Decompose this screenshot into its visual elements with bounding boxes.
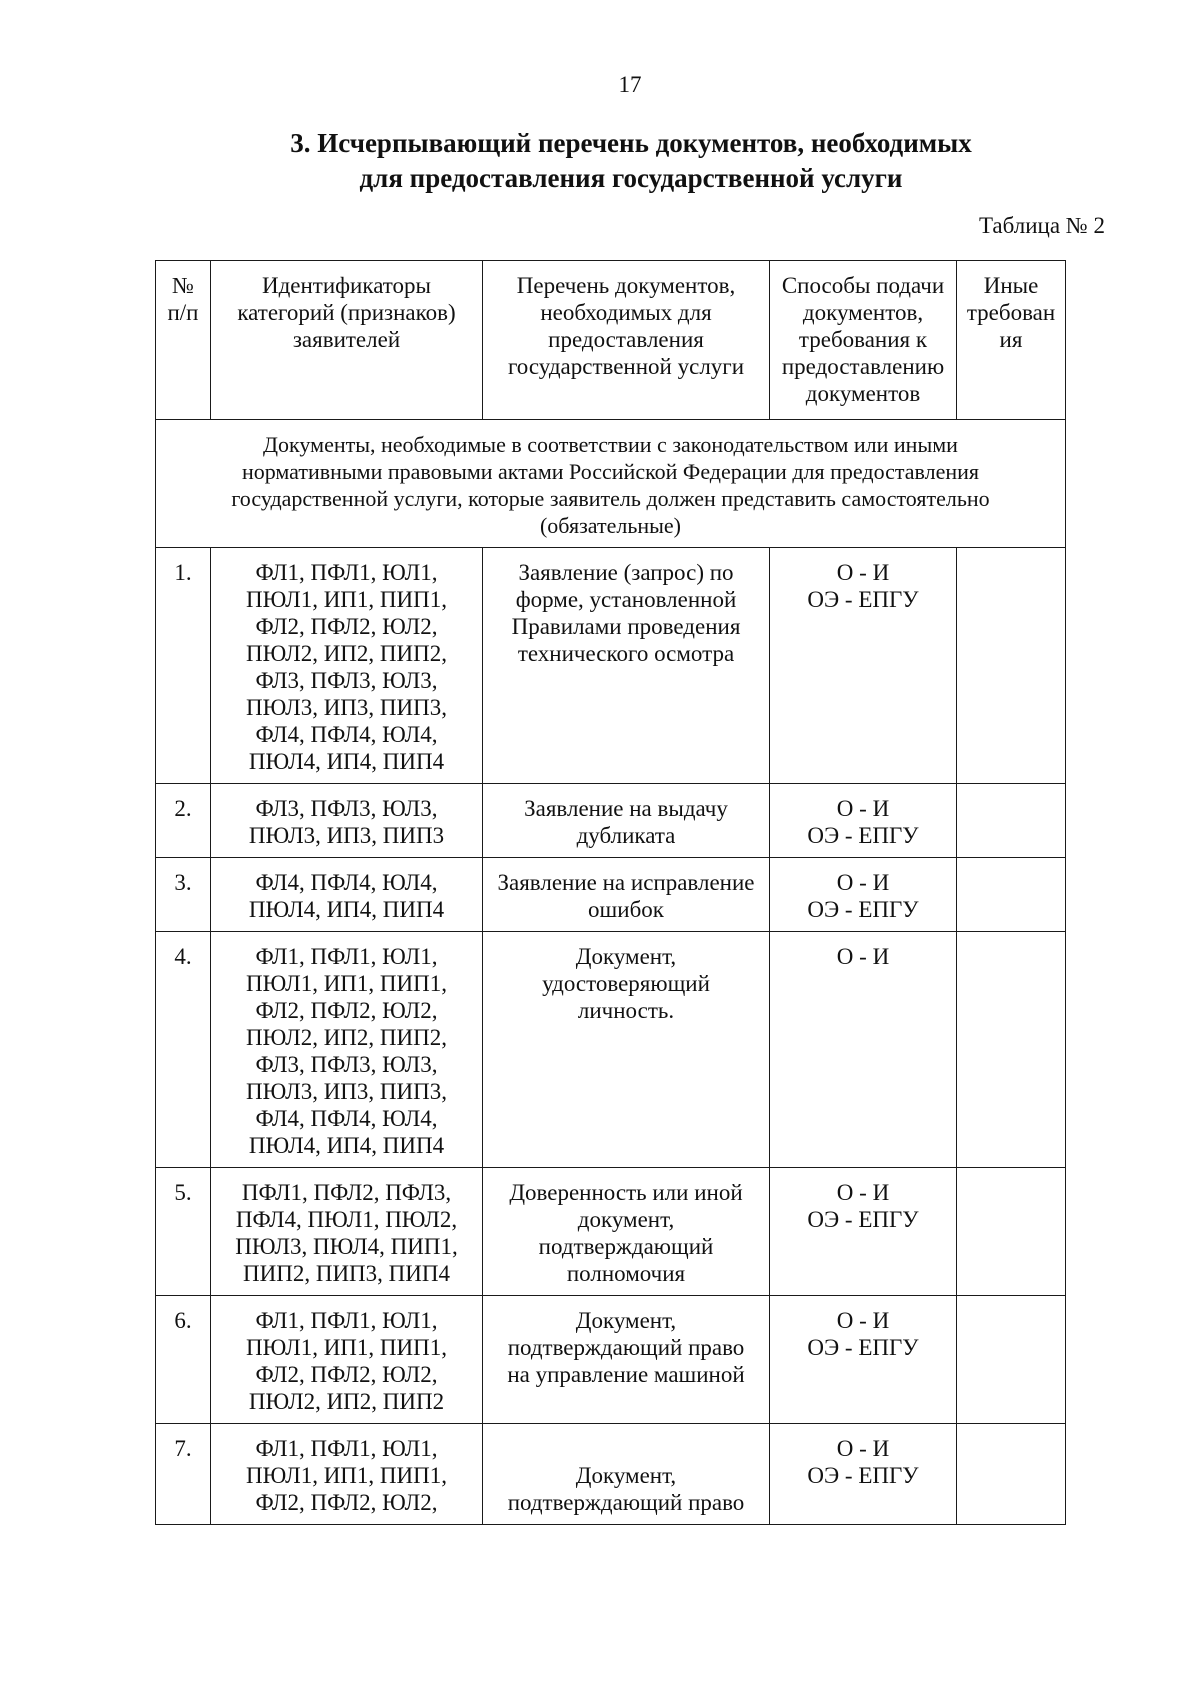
cell-line: О - И: [836, 560, 890, 585]
cell-line: Заявление на исправление: [497, 870, 755, 895]
cell-line: (обязательные): [539, 513, 681, 538]
cell-line: ФЛ2, ПФЛ2, ЮЛ2,: [255, 1362, 438, 1387]
cell-line: ОЭ - ЕПГУ: [807, 897, 919, 922]
applicant-ids-cell: [211, 858, 483, 932]
cell-line: Заявление на выдачу: [524, 796, 728, 821]
header-cell-other-requirements: [957, 261, 1066, 420]
header-cell-submission-methods: [770, 261, 957, 420]
cell-line: Способы подачи: [781, 273, 945, 298]
cell-line: ПЮЛ2, ИП2, ПИП2: [248, 1389, 445, 1414]
cell-line: Идентификаторы: [261, 273, 432, 298]
table-label: Таблица № 2: [978, 213, 1105, 238]
cell-line: ОЭ - ЕПГУ: [807, 587, 919, 612]
other-requirements-cell: [957, 784, 1066, 858]
applicant-ids-cell: [211, 548, 483, 784]
cell-line: личность.: [577, 998, 675, 1023]
cell-line: ФЛ2, ПФЛ2, ЮЛ2,: [255, 998, 438, 1023]
cell-line: ПЮЛ4, ИП4, ПИП4: [248, 749, 445, 774]
cell-line: государственной услуги: [507, 354, 745, 379]
table-row: [156, 858, 1066, 932]
cell-line: ПЮЛ4, ИП4, ПИП4: [248, 897, 445, 922]
cell-line: ПЮЛ2, ИП2, ПИП2,: [245, 1025, 447, 1050]
cell-line: Заявление (запрос) по: [518, 560, 734, 585]
cell-line: ПЮЛ1, ИП1, ПИП1,: [245, 971, 447, 996]
cell-line: ФЛ4, ПФЛ4, ЮЛ4,: [255, 1106, 438, 1131]
row-number: 1.: [174, 560, 192, 585]
cell-line: Правилами проведения: [511, 614, 741, 639]
cell-line: подтверждающий право: [507, 1335, 745, 1360]
cell-line: документов: [805, 381, 921, 406]
cell-line: ОЭ - ЕПГУ: [807, 1463, 919, 1488]
row-number: 3.: [174, 870, 192, 895]
cell-line: О - И: [836, 796, 890, 821]
section-title: [0, 126, 1200, 196]
cell-line: О - И: [836, 944, 890, 969]
row-number-cell: [156, 1296, 211, 1424]
cell-line: ПЮЛ3, ИП3, ПИП3: [248, 823, 445, 848]
cell-line: ПФЛ1, ПФЛ2, ПФЛ3,: [241, 1180, 452, 1205]
cell-line: Документы, необходимые в соответствии с законодательством или иными: [263, 432, 958, 457]
row-number-cell: [156, 784, 211, 858]
submission-methods-cell: [770, 1296, 957, 1424]
submission-methods-cell: [770, 1168, 957, 1296]
document-name-cell: [483, 932, 770, 1168]
cell-line: ПЮЛ3, ИП3, ПИП3,: [245, 695, 447, 720]
header-cell-number: [156, 261, 211, 420]
row-number: 7.: [174, 1436, 192, 1461]
other-requirements-cell: [957, 1424, 1066, 1525]
cell-line: технического осмотра: [517, 641, 735, 666]
document-name-cell: [483, 1296, 770, 1424]
cell-line: предоставлению: [781, 354, 945, 379]
document-name-cell: [483, 548, 770, 784]
cell-line: категорий (признаков): [237, 300, 456, 325]
cell-line: ФЛ2, ПФЛ2, ЮЛ2,: [255, 1490, 438, 1515]
cell-line: дубликата: [576, 823, 676, 848]
submission-methods-cell: [770, 1424, 957, 1525]
table-row: [156, 784, 1066, 858]
cell-line: ОЭ - ЕПГУ: [807, 1207, 919, 1232]
cell-line: ФЛ2, ПФЛ2, ЮЛ2,: [255, 614, 438, 639]
submission-methods-cell: [770, 858, 957, 932]
cell-line: ПФЛ4, ПЮЛ1, ПЮЛ2,: [235, 1207, 458, 1232]
table-row: [156, 1424, 1066, 1525]
document-name-cell: [483, 1168, 770, 1296]
other-requirements-cell: [957, 1168, 1066, 1296]
submission-methods-cell: [770, 932, 957, 1168]
cell-line: форме, установленной: [515, 587, 737, 612]
cell-line: ошибок: [588, 897, 664, 922]
title-line: для предоставления государственной услуги: [359, 163, 903, 193]
header-cell-applicant-ids: [211, 261, 483, 420]
cell-line: ФЛ3, ПФЛ3, ЮЛ3,: [255, 668, 438, 693]
row-number: 5.: [174, 1180, 192, 1205]
cell-line: на управление машиной: [507, 1362, 745, 1387]
cell-line: заявителей: [292, 327, 401, 352]
applicant-ids-cell: [211, 1424, 483, 1525]
section-row: [156, 420, 1066, 548]
cell-line: ПЮЛ1, ИП1, ПИП1,: [245, 587, 447, 612]
applicant-ids-cell: [211, 1296, 483, 1424]
submission-methods-cell: [770, 548, 957, 784]
table-row: [156, 1168, 1066, 1296]
cell-line: подтверждающий: [538, 1234, 714, 1259]
table-row: [156, 548, 1066, 784]
cell-line: О - И: [836, 870, 890, 895]
cell-line: нормативными правовыми актами Российской Федерации для предоставления: [241, 459, 980, 484]
cell-line: №: [172, 273, 194, 298]
cell-line: Перечень документов,: [516, 273, 736, 298]
cell-line: требован: [966, 300, 1056, 325]
cell-line: подтверждающий право: [507, 1490, 745, 1515]
other-requirements-cell: [957, 548, 1066, 784]
cell-line: ФЛ1, ПФЛ1, ЮЛ1,: [255, 944, 438, 969]
cell-line: необходимых для: [540, 300, 712, 325]
cell-line: документов,: [802, 300, 924, 325]
row-number-cell: [156, 1424, 211, 1525]
cell-line: ФЛ3, ПФЛ3, ЮЛ3,: [255, 796, 438, 821]
header-cell-document-list: [483, 261, 770, 420]
documents-table: [155, 260, 1066, 1525]
cell-line: требования к: [798, 327, 928, 352]
cell-line: п/п: [167, 300, 199, 325]
cell-line: ПЮЛ4, ИП4, ПИП4: [248, 1133, 445, 1158]
table-row: [156, 932, 1066, 1168]
cell-line: О - И: [836, 1436, 890, 1461]
row-number: 6.: [174, 1308, 192, 1333]
table-row: [156, 1296, 1066, 1424]
cell-line: О - И: [836, 1308, 890, 1333]
cell-line: Документ,: [575, 1308, 677, 1333]
cell-line: предоставления: [548, 327, 704, 352]
cell-line: ФЛ1, ПФЛ1, ЮЛ1,: [255, 1308, 438, 1333]
row-number-cell: [156, 932, 211, 1168]
other-requirements-cell: [957, 858, 1066, 932]
cell-line: Доверенность или иной: [509, 1180, 743, 1205]
cell-line: ПИП2, ПИП3, ПИП4: [243, 1261, 450, 1286]
cell-line: ПЮЛ3, ПЮЛ4, ПИП1,: [235, 1234, 458, 1259]
cell-line: ФЛ1, ПФЛ1, ЮЛ1,: [255, 560, 438, 585]
cell-line: ПЮЛ2, ИП2, ПИП2,: [245, 641, 447, 666]
cell-line: ПЮЛ1, ИП1, ПИП1,: [245, 1335, 447, 1360]
document-name-cell: [483, 858, 770, 932]
submission-methods-cell: [770, 784, 957, 858]
cell-line: Документ,: [575, 1463, 677, 1488]
cell-line: ОЭ - ЕПГУ: [807, 823, 919, 848]
cell-line: полномочия: [566, 1261, 686, 1286]
other-requirements-cell: [957, 932, 1066, 1168]
cell-line: ия: [999, 327, 1023, 352]
document-name-cell: [483, 1424, 770, 1525]
applicant-ids-cell: [211, 784, 483, 858]
cell-line: удостоверяющий: [542, 971, 710, 996]
row-number-cell: [156, 548, 211, 784]
section-heading-cell: [156, 420, 1066, 548]
cell-line: ФЛ4, ПФЛ4, ЮЛ4,: [255, 870, 438, 895]
row-number-cell: [156, 1168, 211, 1296]
cell-line: документ,: [577, 1207, 675, 1232]
applicant-ids-cell: [211, 1168, 483, 1296]
row-number: 2.: [174, 796, 192, 821]
row-number-cell: [156, 858, 211, 932]
cell-line: ФЛ4, ПФЛ4, ЮЛ4,: [255, 722, 438, 747]
cell-line: ОЭ - ЕПГУ: [807, 1335, 919, 1360]
cell-line: ФЛ1, ПФЛ1, ЮЛ1,: [255, 1436, 438, 1461]
cell-line: Иные: [983, 273, 1039, 298]
page-number: 17: [618, 72, 642, 97]
cell-line: Документ,: [575, 944, 677, 969]
title-line: 3. Исчерпывающий перечень документов, необходимых: [290, 128, 972, 158]
row-number: 4.: [174, 944, 192, 969]
spacer: [487, 1435, 765, 1462]
cell-line: ПЮЛ1, ИП1, ПИП1,: [245, 1463, 447, 1488]
other-requirements-cell: [957, 1296, 1066, 1424]
cell-line: ФЛ3, ПФЛ3, ЮЛ3,: [255, 1052, 438, 1077]
table-header-row: [156, 261, 1066, 420]
applicant-ids-cell: [211, 932, 483, 1168]
document-name-cell: [483, 784, 770, 858]
cell-line: О - И: [836, 1180, 890, 1205]
cell-line: государственной услуги, которые заявитель должен представить самостоятельно: [231, 486, 990, 511]
cell-line: ПЮЛ3, ИП3, ПИП3,: [245, 1079, 447, 1104]
